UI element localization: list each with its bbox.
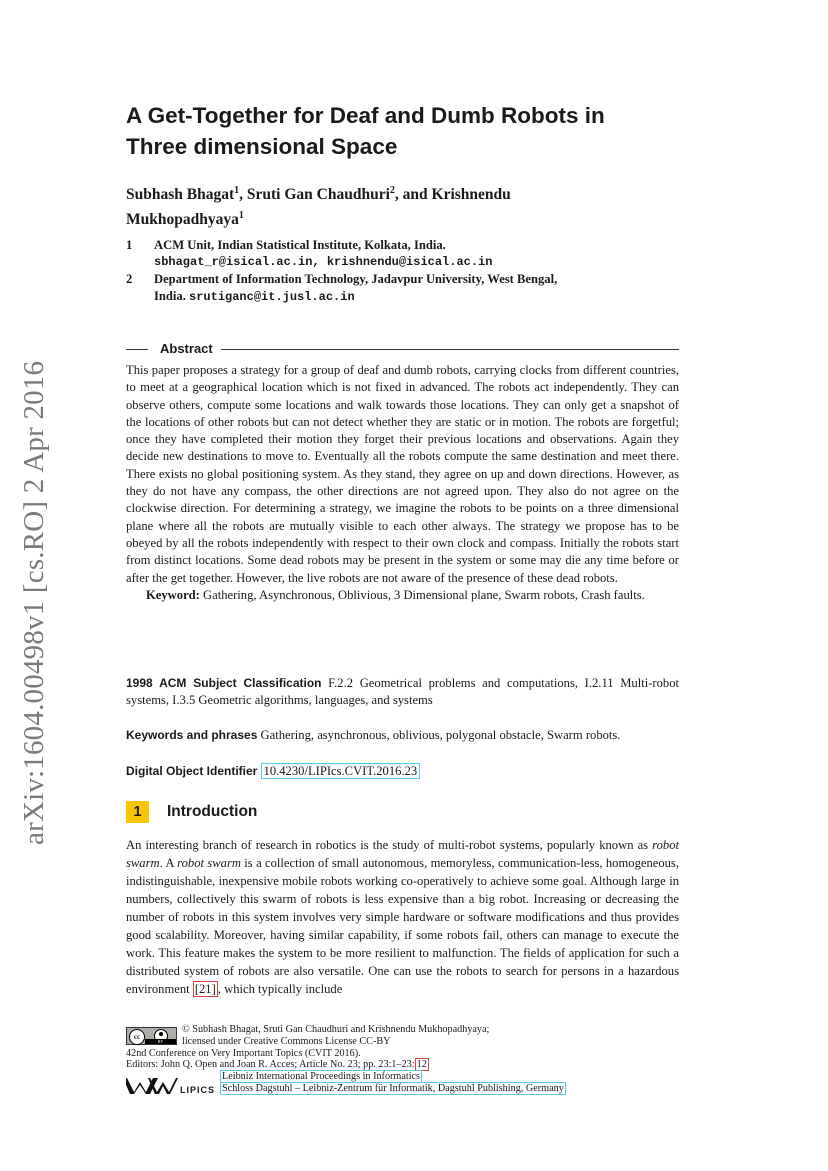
keyword-text: Gathering, Asynchronous, Oblivious, 3 Dimensional plane, Swarm robots, Crash faults. (199, 587, 645, 602)
lipics-logo (126, 1074, 216, 1098)
paper-title (126, 100, 686, 162)
lipics-wordmark: LIPICS (180, 1085, 216, 1095)
keyword-label: Keyword: (146, 587, 200, 602)
cc-by-license-icon[interactable] (126, 1027, 177, 1045)
keyword-paragraph (126, 587, 679, 604)
keywords-phrases (126, 727, 679, 744)
editors-line (126, 1059, 429, 1071)
abstract-paragraph: This paper proposes a strategy for a group of deaf and dumb robots, carrying clocks from different countries, to meet at a geographical location which is not fixed in advanced. The robots act independently. They can observe others, compute some locations and walk towards those locations. They can only get a snapshot of the locations of other robots but can not detect whether they are static or in motion. The robots are forgetful; once they have completed their motion they forget their previous locations and observations. Again they decide new destinations to move to. Eventually all the robots compute the same destination and meet there. There exists no global positioning system. As they stand, they agree on up and down directions. However, as they do not have any compass, the other directions are not agreed upon. They also do not agree on the clockwise direction. For determining a strategy, we imagine the robots to be points on a three dimensional plane where all the robots are mutually visible to each other always. The strategy we propose has to be obeyed by all the robots independently with respect to their own clock and compass. Initially the robots start from distinct locations. Some dead robots may be present in the system or some may die any time before or after the get together. However, the live robots are not aware of the presence of these dead robots. (126, 363, 679, 585)
citation-link[interactable]: [21] (194, 982, 216, 996)
doi-label: Digital Object Identifier (126, 764, 258, 778)
publisher-link[interactable]: Schloss Dagstuhl – Leibniz-Zentrum für Informatik, Dagstuhl Publishing, Germany (222, 1083, 564, 1094)
intro-body (126, 836, 679, 998)
doi-line (126, 763, 679, 780)
affiliation-name-cont: India. (154, 289, 186, 303)
author-list (126, 180, 686, 230)
classification-label: 1998 ACM Subject Classification (126, 676, 322, 690)
affiliation-name: ACM Unit, Indian Statistical Institute, Kolkata, India. (154, 238, 446, 252)
publisher-line (220, 1083, 566, 1095)
title-line-2: Three dimensional Space (126, 134, 398, 159)
arxiv-stamp: arXiv:1604.00498v1 [cs.RO] 2 Apr 2016 (18, 360, 50, 845)
authors-line-1 (126, 180, 686, 205)
by-label: BY (145, 1039, 176, 1044)
editors-text: Editors: John Q. Open and Joan R. Acces; Article No. 23; pp. 23:1–23: (126, 1059, 415, 1070)
last-page-link[interactable]: 12 (416, 1059, 427, 1070)
author-name: Mukhopadhyaya (126, 211, 239, 229)
affiliation-emails[interactable]: srutiganc@it.jusl.ac.in (189, 290, 355, 304)
intro-paragraph (126, 836, 679, 998)
keywords-text: Gathering, asynchronous, oblivious, polygonal obstacle, Swarm robots. (257, 728, 621, 742)
series-line (220, 1071, 422, 1083)
affiliation-emails[interactable]: sbhagat_r@isical.ac.in, krishnendu@isical.ac.in (154, 255, 493, 269)
authors-line-2 (126, 205, 686, 230)
cc-icon: cc (129, 1029, 145, 1045)
doi-link[interactable]: 10.4230/LIPIcs.CVIT.2016.23 (261, 763, 421, 779)
lipics-wave-icon (126, 1074, 178, 1096)
section-number: 1 (126, 801, 149, 823)
classification-text: F.2.2 Geometrical problems and computations, I.2.11 Multi-robot systems, I.3.5 Geometric algorithms, languages, and systems (126, 676, 680, 708)
series-link[interactable]: Leibniz International Proceedings in Informatics (222, 1071, 421, 1082)
author-name: , Sruti Gan Chaudhuri (239, 186, 390, 204)
author-name: Subhash Bhagat (126, 186, 235, 204)
affiliation-number: 2 (126, 272, 133, 286)
license-line: licensed under Creative Commons License CC-BY (182, 1036, 391, 1047)
abstract-body (126, 362, 679, 604)
affiliation-number: 1 (126, 238, 133, 252)
section-heading (126, 801, 679, 823)
author-name: , and Krishnendu (394, 186, 511, 204)
intro-text: is a collection of small autonomous, memoryless, communication-less, homogeneous, indistinguishable, inexpensive mobile robots working co-operatively to achieve some goal. Although large in numbers, collectively this swarm of robots is less expensive than a big robot. Increasing or decreasing the number of robots in this system involves very simple hardware or software modifications and thus provides good scalability. Moreover, having similar capability, if some robots fail, others can manage to execute the work. This feature makes the system to be more resilient to malfunction. The fields of application for such a distributed system of robots are also versatile. One can use the robots to search for persons in a hazardous environment (126, 856, 679, 996)
keywords-label: Keywords and phrases (126, 728, 258, 742)
conference-line: 42nd Conference on Very Important Topics (CVIT 2016). (126, 1048, 361, 1059)
author-affil-mark: 1 (234, 185, 240, 196)
affiliation-name: Department of Information Technology, Jadavpur University, West Bengal, (154, 272, 558, 286)
title-line-1: A Get-Together for Deaf and Dumb Robots in (126, 103, 605, 128)
intro-text: , which typically include (217, 982, 343, 996)
section-title: Introduction (167, 803, 258, 820)
author-affil-mark: 1 (238, 210, 244, 222)
intro-text: An interesting branch of research in robotics is the study of multi-robot systems, popularly known as (126, 838, 653, 852)
intro-text: . A (159, 856, 178, 870)
intro-emphasis: robot swarm (177, 856, 241, 870)
copyright-line: © Subhash Bhagat, Sruti Gan Chaudhuri and Krishnendu Mukhopadhyaya; (182, 1024, 490, 1035)
intro-emphasis: robot swarm (126, 838, 679, 870)
acm-classification (126, 675, 679, 710)
abstract-heading: Abstract (160, 341, 213, 356)
author-affil-mark: 2 (389, 185, 395, 196)
